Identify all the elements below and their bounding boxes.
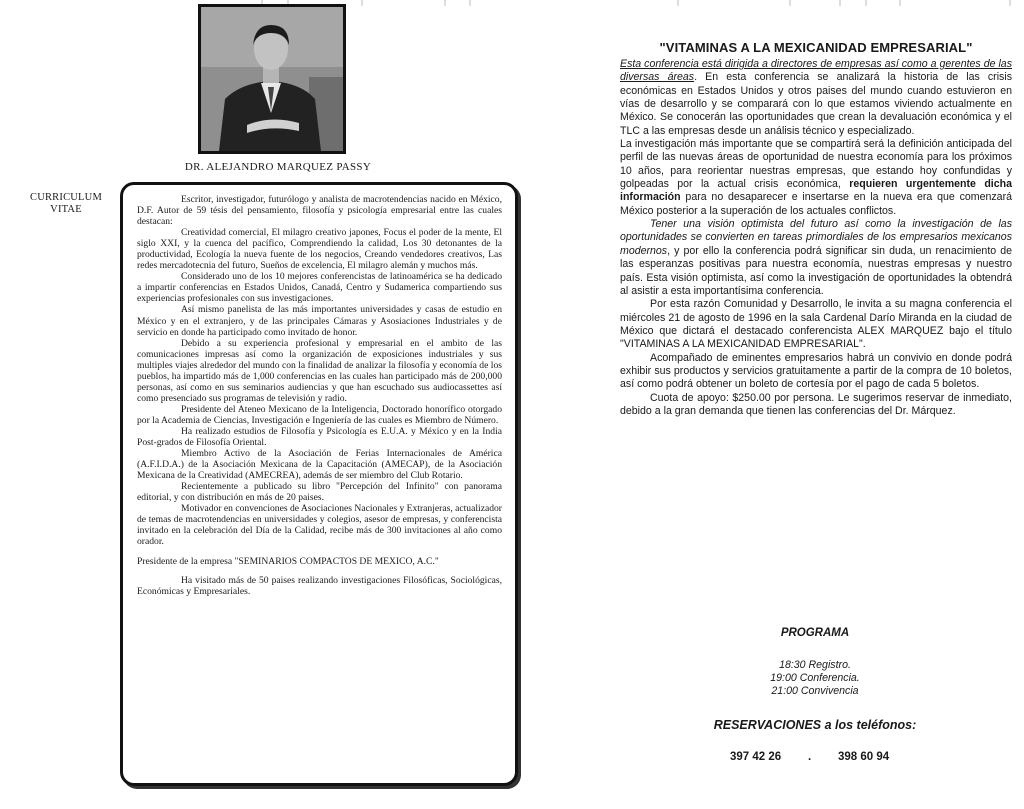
conference-paragraph-price: Cuota de apoyo: $250.00 por persona. Le sugerimos reservar de inmediato, debido a la gran demanda que tienen las conferencias del Dr. Márquez. xyxy=(620,391,1012,417)
phone-number-2: 398 60 94 xyxy=(838,751,890,763)
cv-paragraph: Motivador en convenciones de Asociaciones Nacionales y Extranjeras, actualizador de temas de macrotendencias en universidades y colegios, asesor de empresas, y conferencista invitado en la celebración del Día de la Calidad, recibe más de 300 invitaciones al año como orador. xyxy=(137,503,503,548)
research-end-text: para no desaparecer e insertarse en la nueva era que comenzará México posterior a la superación de los actuales conflictos. xyxy=(620,191,1012,217)
conference-paragraph-convivio: Acompañado de eminentes empresarios habrá un convivio en donde podrá exhibir sus productos y servicios gratuitamente a partir de la compra de 10 boletos, así como podrá obtener un boleto de cortesía por el pago de cada 5 boletos. xyxy=(620,351,1012,391)
vision-italic-text: Tener una visión optimista del futuro así como la investigación de las oportunidades se convierten en tareas primordiales de los empresarios mexicanos modernos xyxy=(620,218,1012,257)
cv-paragraph: Ha realizado estudios de Filosofía y Psicología es E.U.A. y México y en la India Post-grados de Filosofía Oriental. xyxy=(137,425,502,449)
intro-rest-text: . En esta conferencia se analizará la historia de las crisis económicas en Estados Unidos y otros paises del mundo cuando estuvieron en vías de desarrollo y se comparará con lo que estamos viviendo actualmente en México. Se conocerán las oportunidades que crean la devaluación económica y el TLC a las empresas desde un análisis técnico y especializado. xyxy=(620,71,1013,137)
portrait-image xyxy=(201,7,343,151)
cv-paragraph: Recientemente a publicado su libro "Percepción del Infinito" con panorama editorial, y con distribución en más de 20 paises. xyxy=(137,481,502,504)
programa-schedule xyxy=(730,659,900,698)
phone-number-1: 397 42 26 xyxy=(730,751,782,763)
schedule-item: 18:30 Registro. xyxy=(779,659,851,671)
schedule-item: 21:00 Convivencia xyxy=(771,685,859,697)
research-start-text: La investigación más importante que se compartirá será la definición anticipada del perfil de las nuevas áreas de oportunidad de nuestra economía para los próximos 10 años, para reorientar nuestras empresas, que estando hoy confundidas y golpeadas por la actual crisis económica, xyxy=(620,138,1012,191)
conference-paragraph-intro xyxy=(620,58,1012,138)
cv-paragraph-company: Presidente de la empresa "SEMINARIOS COMPACTOS DE MEXICO, A.C." xyxy=(137,555,439,567)
cv-paragraph: Así mismo panelista de las más importantes universidades y casas de estudio en México y en el extranjero, y de las principales Cámaras y Asosiaciones Industriales y de servicio en donde ha participado como invitado de honor. xyxy=(137,304,502,338)
photo-caption: DR. ALEJANDRO MARQUEZ PASSY xyxy=(184,161,372,173)
programa-heading: PROGRAMA xyxy=(780,627,850,639)
audience-underlined-text: Esta conferencia está dirigida a directores de empresas así como a gerentes de las diversas áreas xyxy=(620,58,1012,84)
conference-column xyxy=(620,40,1012,418)
cv-paragraph: Considerado uno de los 10 mejores conferencistas de latinoamérica se ha dedicado a impartir conferencias en Estados Unidos, Canadá, Centro y Sudamerica compartiendo sus experiencias profesionales con sus investigaciones. xyxy=(137,271,502,305)
cv-paragraph: Miembro Activo de la Asociación de Ferias Internacionales de América (A.F.I.D.A.) de la Asociación Mexicana de la Capacitación (AMECAP), de la Asociación Mexicana de la Creatividad (AMECREA), además de ser miembro del Club Rotario. xyxy=(137,448,502,482)
cv-paragraph: Debido a su experiencia profesional y empresarial en el ambito de las comunicaciones impresas así como la organización de exposiciones industriales y sus multiples viajes alrededor del mundo con la finalidad de analizar la filosofía y economía de los pueblos, ha impartido más de 1,000 conferencias en las cuales han participado más de 200,000 personas, así como en sus seminarios audiencias y que han escuchado sus audiocassettes así como presenciado sus programas de televisión y radio. xyxy=(137,337,502,404)
scan-edge-marks xyxy=(0,0,1024,12)
conference-paragraph-research xyxy=(620,138,1012,218)
curriculum-vitae-label xyxy=(26,192,106,216)
vision-rest-text: , y por ello la conferencia podrá significar sin duda, un renacimiento de las esperanzas positivas para nuestra economía, nuestras empresas y nuestro país. Esta visión optimista, así como la investigación de oportunidades la obtendrá al asistir a esta importantísima conferencia. xyxy=(620,244,1012,297)
phone-separator: . xyxy=(808,751,812,763)
schedule-item: 19:00 Conferencia. xyxy=(770,672,860,684)
cv-paragraph: Presidente del Ateneo Mexicano de la Inteligencia, Doctorado honorífico otorgado por la Academia de Ciencias, Investigación e Ingeniería de las cuales es Miembro de Número. xyxy=(137,403,502,426)
portrait-photo xyxy=(198,4,346,154)
cv-text-box xyxy=(120,182,518,786)
conference-paragraph-vision xyxy=(620,218,1012,298)
research-bold-text: requieren urgentemente dicha información xyxy=(620,178,1012,204)
cv-label-line1: CURRICULUM xyxy=(29,192,102,203)
cv-paragraph: Creatividad comercial, El milagro creativo japones, Focus el poder de la mente, El siglo XXI, y la cuenca del pacífico, Comprendiendo la calidad, Los 30 detonantes de la productividad, Ecología la nueva fuente de los negocios, Creando vendedores creativos, Las redes mercadotecnia del futuro, Sueños de excelencia, El milagro alemán y muchos más. xyxy=(137,227,502,272)
cv-paragraph-travel: Ha visitado más de 50 paises realizando investigaciones Filosóficas, Sociológicas, Económicas y Empresariales. xyxy=(137,574,502,597)
conference-paragraph-invitation: Por esta razón Comunidad y Desarrollo, le invita a su magna conferencia el miércoles 21 de agosto de 1996 en la sala Cardenal Darío Miranda en la ciudad de México que dictará el destacado conferencista ALEX MARQUEZ bajo el título "VITAMINAS A LA MEXICANIDAD EMPRESARIAL". xyxy=(620,298,1012,351)
conference-title: "VITAMINAS A LA MEXICANIDAD EMPRESARIAL" xyxy=(659,40,973,55)
cv-label-line2: VITAE xyxy=(50,204,82,215)
reservations-heading: RESERVACIONES a los teléfonos: xyxy=(713,718,917,732)
cv-paragraph: Escritor, investigador, futurólogo y analista de macrotendencias nacido en México, D.F. Autor de 59 tésis del pensamiento, filosofía y psicología empresarial entre las cuales destacan: xyxy=(137,194,502,228)
